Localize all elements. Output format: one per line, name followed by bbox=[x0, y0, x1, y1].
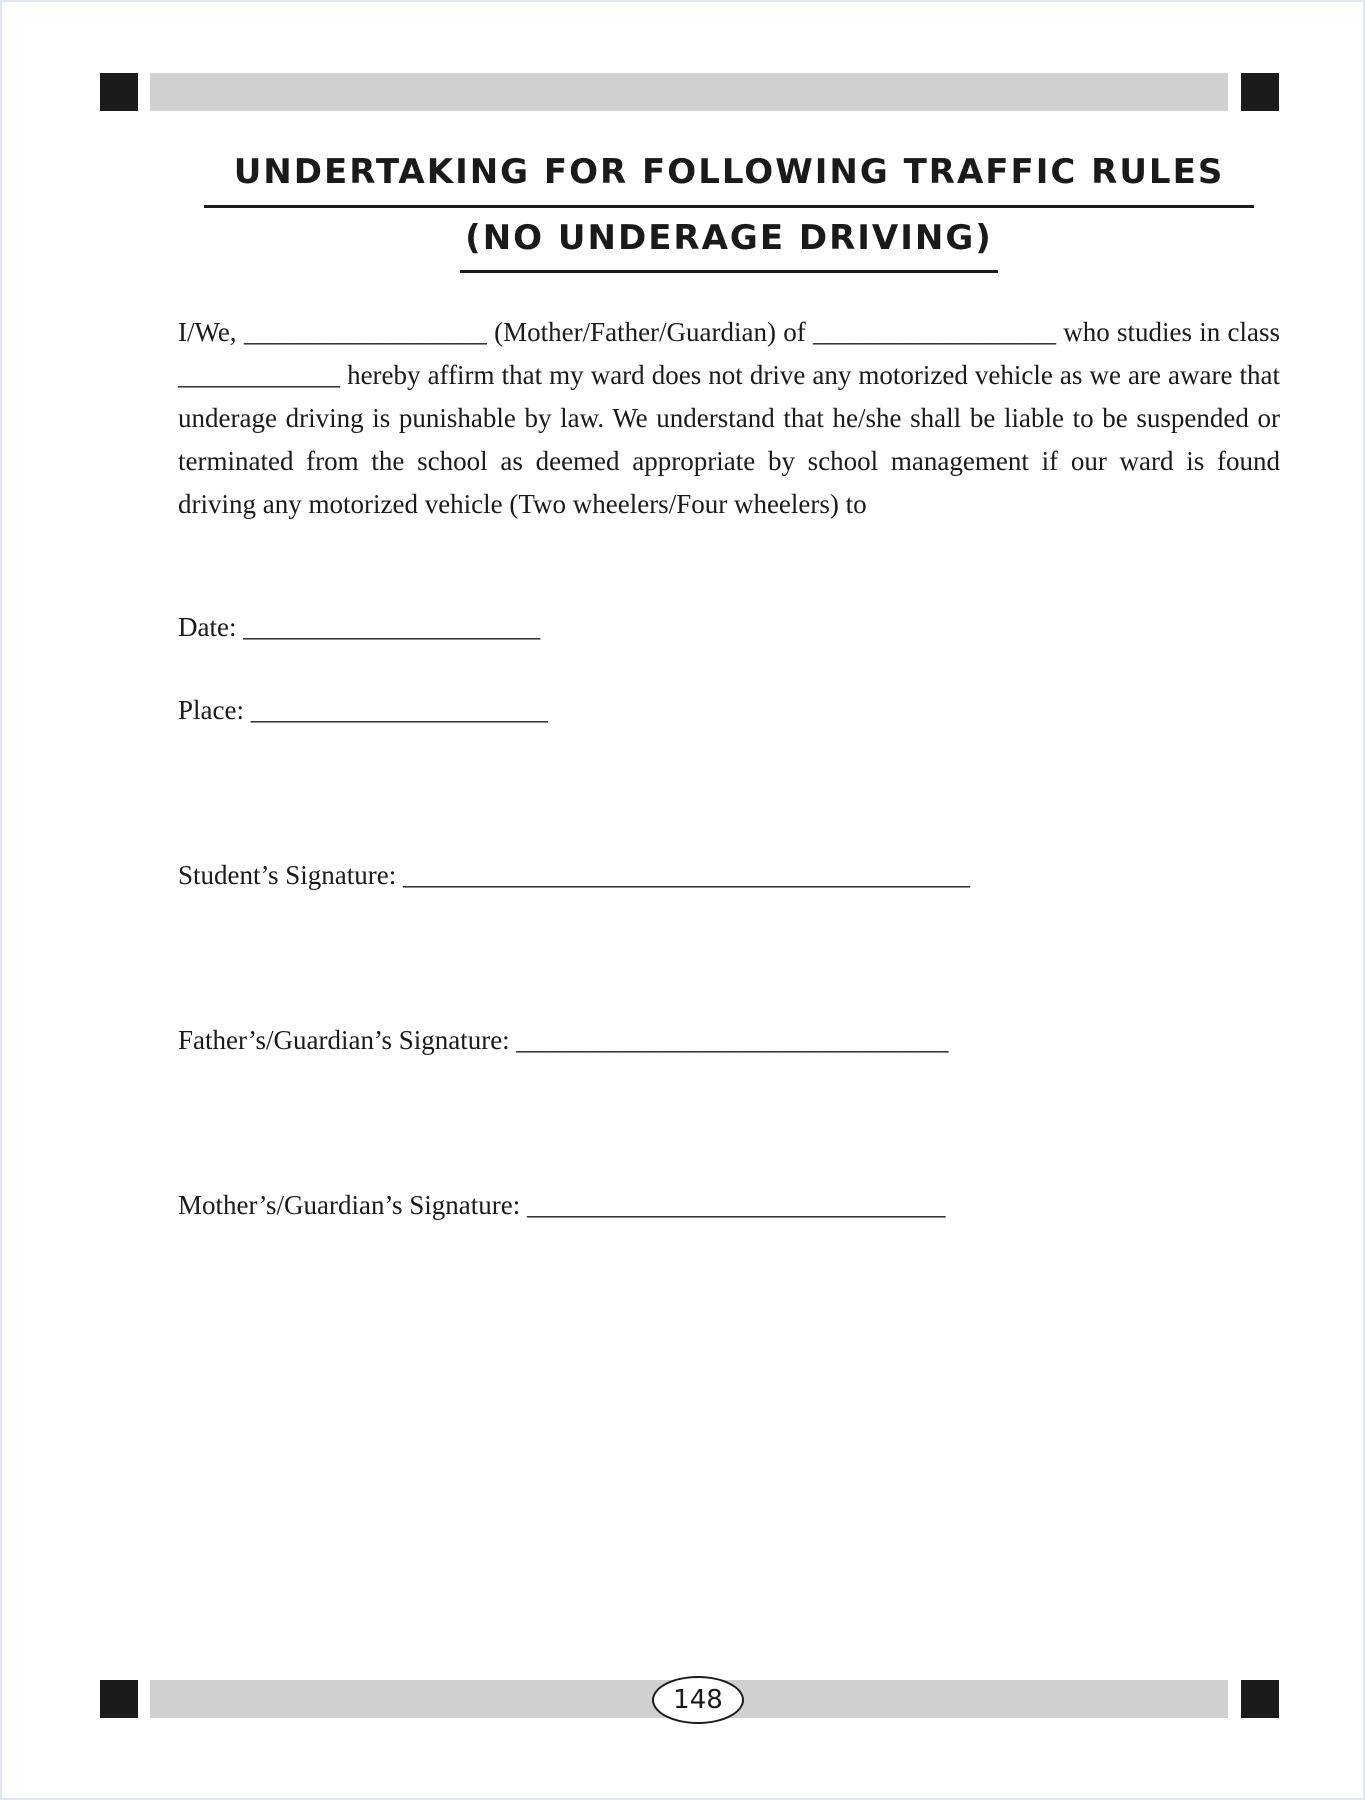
page-number: 148 bbox=[673, 1685, 723, 1715]
intro-text: I/We, bbox=[178, 317, 237, 347]
page-subtitle: (NO UNDERAGE DRIVING) bbox=[465, 218, 993, 258]
footer-left-block bbox=[100, 1680, 138, 1718]
page-number-badge bbox=[652, 1676, 744, 1724]
father-signature-field[interactable]: Father’s/Guardian’s Signature: ________________________________ bbox=[178, 1025, 949, 1055]
affirmation-text: hereby affirm that my ward does not drive any motorized vehicle as we are aware that underage driving is punishable by law. We understand that he/she shall be liable to be suspended or terminated from the school as deemed appropriate by school management if our ward is found driving any motorized vehicle (Two wheelers/Four wheelers) to bbox=[178, 360, 1280, 519]
subtitle-underline bbox=[460, 270, 998, 273]
header-right-block bbox=[1241, 73, 1279, 111]
mother-signature-field[interactable]: Mother’s/Guardian’s Signature: _______________________________ bbox=[178, 1190, 946, 1220]
footer-right-block bbox=[1241, 1680, 1279, 1718]
class-text: who studies in class bbox=[1063, 317, 1281, 347]
undertaking-paragraph bbox=[178, 311, 1280, 526]
date-field[interactable]: Date: ______________________ bbox=[178, 612, 541, 642]
header-left-block bbox=[100, 73, 138, 111]
ward-name-blank[interactable]: __________________ bbox=[813, 317, 1057, 347]
class-blank[interactable]: ____________ bbox=[178, 360, 340, 390]
place-field[interactable]: Place: ______________________ bbox=[178, 695, 548, 725]
title-underline bbox=[204, 205, 1254, 208]
parent-name-blank[interactable]: __________________ bbox=[243, 317, 487, 347]
header-bar bbox=[150, 73, 1228, 111]
student-signature-field[interactable]: Student’s Signature: __________________________________________ bbox=[178, 860, 970, 890]
page-title: UNDERTAKING FOR FOLLOWING TRAFFIC RULES bbox=[233, 152, 1225, 192]
relation-text: (Mother/Father/Guardian) of bbox=[494, 317, 806, 347]
